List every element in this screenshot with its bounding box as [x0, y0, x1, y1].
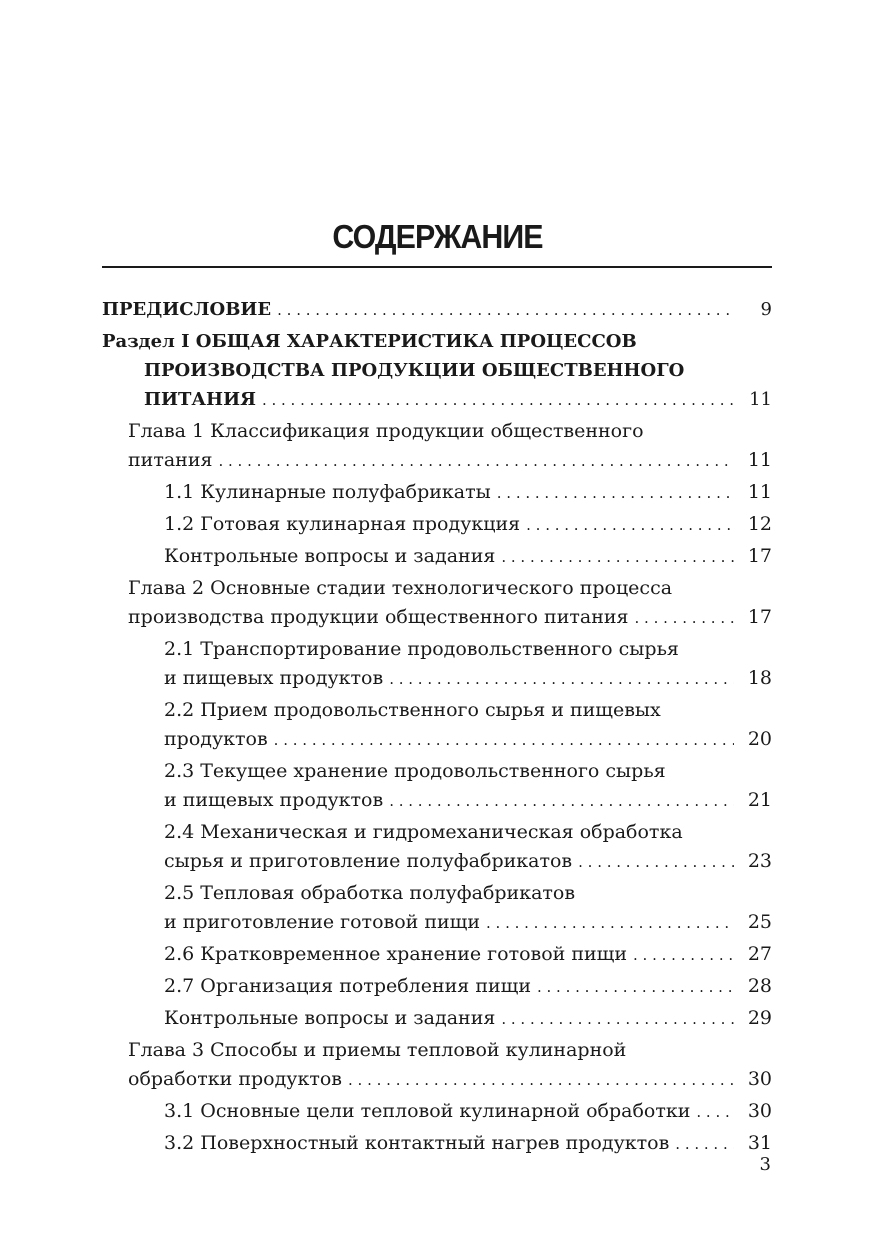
toc-page-number: 21 — [747, 789, 772, 811]
toc-entry[interactable] — [102, 574, 772, 633]
dot-leader — [497, 479, 734, 508]
toc-page-number: 11 — [749, 389, 772, 410]
dot-leader — [696, 1098, 734, 1127]
dot-leader — [675, 1130, 734, 1159]
dot-leader — [486, 909, 734, 938]
toc-entry-title: 1.1 Кулинарные полуфабрикаты — [164, 481, 491, 503]
dot-leader — [633, 941, 734, 970]
toc-page-number: 28 — [747, 975, 772, 997]
toc-page-number: 11 — [747, 449, 772, 471]
table-of-contents — [102, 295, 772, 1161]
toc-page-number: 11 — [747, 481, 772, 503]
toc-page-number: 29 — [747, 1007, 772, 1029]
toc-page-number: 20 — [747, 728, 772, 750]
toc-entry-title: питания — [128, 449, 213, 471]
toc-entry-title: сырья и приготовление полуфабрикатов — [164, 850, 573, 872]
toc-page-number: 30 — [747, 1100, 772, 1122]
dot-leader — [277, 296, 734, 325]
toc-entry-title: и пищевых продуктов — [164, 789, 384, 811]
dot-leader — [262, 386, 734, 415]
page-number: 3 — [759, 1154, 771, 1175]
dot-leader — [389, 665, 734, 694]
toc-entry[interactable] — [102, 510, 772, 540]
toc-page-number: 23 — [747, 850, 772, 872]
toc-entry-title: обработки продуктов — [128, 1068, 343, 1090]
toc-page-number: 25 — [747, 911, 772, 933]
dot-leader — [578, 848, 734, 877]
dot-leader — [274, 726, 734, 755]
dot-leader — [537, 973, 734, 1002]
toc-entry-title: 2.7 Организация потребления пищи — [164, 975, 531, 997]
toc-entry[interactable] — [102, 295, 772, 325]
toc-entry-text-line: ПРОИЗВОДСТВА ПРОДУКЦИИ ОБЩЕСТВЕННОГО — [144, 360, 685, 381]
toc-entry-title: 2.6 Кратковременное хранение готовой пищи — [164, 943, 628, 965]
toc-entry-text-line: Глава 3 Способы и приемы тепловой кулинарной — [128, 1039, 627, 1061]
toc-entry-title: и пищевых продуктов — [164, 667, 384, 689]
toc-entry-title: и приготовление готовой пищи — [164, 911, 480, 933]
toc-entry[interactable] — [102, 879, 772, 938]
toc-entry-text-line: Глава 1 Классификация продукции общественного — [128, 420, 644, 442]
toc-page-number: 31 — [747, 1132, 772, 1154]
toc-page-number: 9 — [760, 299, 772, 320]
toc-entry[interactable] — [102, 542, 772, 572]
toc-entry[interactable] — [102, 635, 772, 694]
toc-entry[interactable] — [102, 1097, 772, 1127]
toc-entry[interactable] — [102, 696, 772, 755]
dot-leader — [389, 787, 734, 816]
toc-entry[interactable] — [102, 757, 772, 816]
dot-leader — [218, 447, 734, 476]
toc-entry-text-line: Раздел I ОБЩАЯ ХАРАКТЕРИСТИКА ПРОЦЕССОВ — [102, 331, 637, 352]
toc-entry-title: производства продукции общественного питания — [128, 606, 629, 628]
toc-entry-text-line: 2.3 Текущее хранение продовольственного сырья — [164, 760, 666, 782]
toc-entry-title: 3.2 Поверхностный контактный нагрев продуктов — [164, 1132, 670, 1154]
toc-entry[interactable] — [102, 417, 772, 476]
toc-page-number: 12 — [747, 513, 772, 535]
toc-entry-text-line: 2.2 Прием продовольственного сырья и пищевых — [164, 699, 661, 721]
toc-entry[interactable] — [102, 1036, 772, 1095]
page-title: СОДЕРЖАНИЕ — [332, 218, 543, 255]
toc-entry-title: 3.1 Основные цели тепловой кулинарной обработки — [164, 1100, 691, 1122]
toc-entry-title: продуктов — [164, 728, 268, 750]
toc-entry-title: 1.2 Готовая кулинарная продукция — [164, 513, 521, 535]
toc-page-number: 17 — [747, 545, 772, 567]
toc-entry-text-line: 2.1 Транспортирование продовольственного сырья — [164, 638, 679, 660]
toc-entry-title: Контрольные вопросы и задания — [164, 1007, 496, 1029]
dot-leader — [501, 543, 734, 572]
toc-entry[interactable] — [102, 818, 772, 877]
toc-entry[interactable] — [102, 1129, 772, 1159]
toc-entry[interactable] — [102, 972, 772, 1002]
toc-entry[interactable] — [102, 327, 772, 415]
toc-entry-title: Контрольные вопросы и задания — [164, 545, 496, 567]
toc-entry[interactable] — [102, 478, 772, 508]
dot-leader — [635, 604, 734, 633]
toc-page-number: 17 — [747, 606, 772, 628]
toc-entry-text-line: 2.5 Тепловая обработка полуфабрикатов — [164, 882, 576, 904]
toc-entry[interactable] — [102, 940, 772, 970]
dot-leader — [526, 511, 734, 540]
toc-entry-text-line: Глава 2 Основные стадии технологического процесса — [128, 577, 673, 599]
toc-page-number: 18 — [747, 667, 772, 689]
toc-entry-title: ПРЕДИСЛОВИЕ — [102, 299, 272, 320]
dot-leader — [348, 1066, 734, 1095]
dot-leader — [501, 1005, 734, 1034]
toc-entry-text-line: 2.4 Механическая и гидромеханическая обработка — [164, 821, 683, 843]
title-rule — [102, 266, 772, 268]
toc-page-number: 27 — [747, 943, 772, 965]
toc-entry-title: ПИТАНИЯ — [144, 389, 256, 410]
toc-page-number: 30 — [747, 1068, 772, 1090]
toc-entry[interactable] — [102, 1004, 772, 1034]
